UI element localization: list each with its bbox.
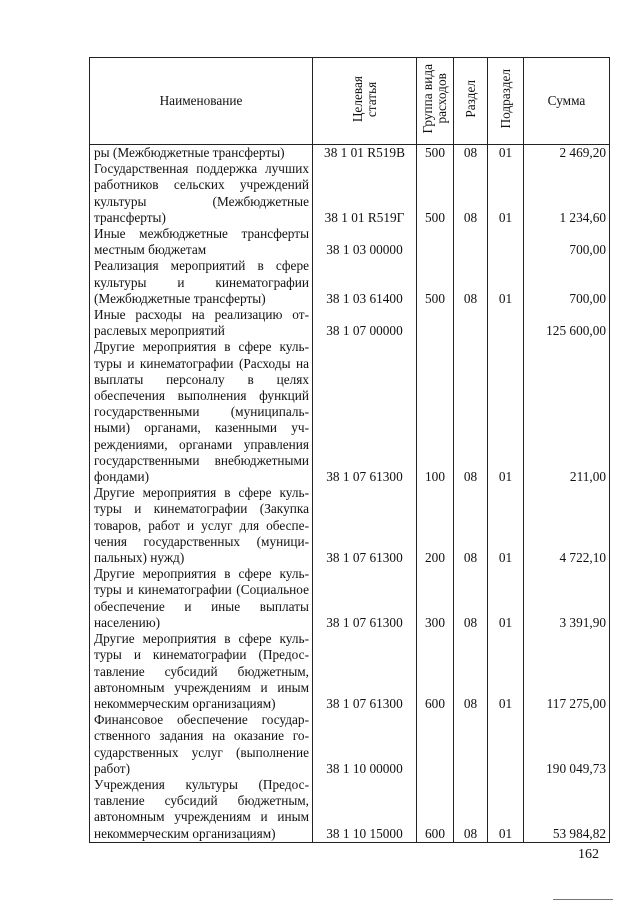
table-row [90, 631, 610, 712]
row-subsection: 01 [488, 631, 524, 712]
row-group: 600 [417, 777, 454, 842]
row-section: 08 [454, 777, 488, 842]
row-article: 38 1 10 00000 [313, 712, 417, 777]
budget-table [89, 57, 610, 843]
row-article: 38 1 07 61300 [313, 566, 417, 631]
header-subsection: Подраздел [488, 58, 524, 145]
table-row [90, 161, 610, 226]
footer-divider [553, 899, 613, 900]
table-row [90, 258, 610, 307]
row-amount: 53 984,82 [524, 777, 610, 842]
row-article: 38 1 07 00000 [313, 307, 417, 339]
row-amount: 211,00 [524, 339, 610, 485]
header-group: Группа вида расходов [417, 58, 454, 145]
header-name: Наименование [90, 58, 313, 145]
table-row [90, 566, 610, 631]
row-name: Другие мероприятия в сфере культуры и кинематографии (Закупка товаров, работ и услуг для обеспечения государственных (муниципальных) нужд) [90, 485, 313, 566]
row-article: 38 1 07 61300 [313, 339, 417, 485]
row-subsection [488, 712, 524, 777]
row-section: 08 [454, 566, 488, 631]
table-row [90, 712, 610, 777]
table-row [90, 485, 610, 566]
row-subsection: 01 [488, 777, 524, 842]
row-section [454, 712, 488, 777]
row-amount: 117 275,00 [524, 631, 610, 712]
row-subsection [488, 226, 524, 258]
row-name: Иные межбюджетные трансферты местным бюджетам [90, 226, 313, 258]
table-row [90, 145, 610, 162]
page-number: 162 [578, 847, 599, 862]
table-row [90, 339, 610, 485]
row-group [417, 226, 454, 258]
row-group: 300 [417, 566, 454, 631]
row-section: 08 [454, 485, 488, 566]
row-name: Другие мероприятия в сфере культуры и кинематографии (Социальное обеспечение и иные выплаты населению) [90, 566, 313, 631]
row-group [417, 712, 454, 777]
row-article: 38 1 07 61300 [313, 485, 417, 566]
row-group: 500 [417, 258, 454, 307]
table-header [90, 58, 610, 145]
row-article: 38 1 03 61400 [313, 258, 417, 307]
row-group: 200 [417, 485, 454, 566]
row-subsection: 01 [488, 485, 524, 566]
table-row [90, 226, 610, 258]
row-amount: 1 234,60 [524, 161, 610, 226]
row-section: 08 [454, 631, 488, 712]
row-amount: 700,00 [524, 258, 610, 307]
row-name: Другие мероприятия в сфере культуры и кинематографии (Расходы на выплаты персоналу в целях обеспечения выполнения функций государственными (муниципальными) органами, казенными учреждениями, органами управления государственными внебюджетными фондами) [90, 339, 313, 485]
row-section [454, 226, 488, 258]
table-body [90, 145, 610, 843]
row-group: 100 [417, 339, 454, 485]
row-amount: 3 391,90 [524, 566, 610, 631]
row-article: 38 1 01 R519Г [313, 161, 417, 226]
row-name: ры (Межбюджетные трансферты) [90, 145, 313, 162]
row-article: 38 1 03 00000 [313, 226, 417, 258]
row-subsection: 01 [488, 258, 524, 307]
row-section: 08 [454, 339, 488, 485]
row-group: 600 [417, 631, 454, 712]
row-amount: 4 722,10 [524, 485, 610, 566]
row-section: 08 [454, 258, 488, 307]
row-section: 08 [454, 161, 488, 226]
row-name: Учреждения культуры (Предоставление субсидий бюджетным, автономным учреждениям и иным некоммерческим организациям) [90, 777, 313, 842]
header-amount: Сумма [524, 58, 610, 145]
row-amount: 2 469,20 [524, 145, 610, 162]
row-group: 500 [417, 161, 454, 226]
table-row [90, 777, 610, 842]
row-section: 08 [454, 145, 488, 162]
row-amount: 125 600,00 [524, 307, 610, 339]
row-subsection: 01 [488, 161, 524, 226]
header-section: Раздел [454, 58, 488, 145]
row-group [417, 307, 454, 339]
row-article: 38 1 10 15000 [313, 777, 417, 842]
row-article: 38 1 07 61300 [313, 631, 417, 712]
row-name: Финансовое обеспечение государственного задания на оказание государственных услуг (выполнение работ) [90, 712, 313, 777]
row-name: Другие мероприятия в сфере культуры и кинематографии (Предоставление субсидий бюджетным, автономным учреждениям и иным некоммерческим организациям) [90, 631, 313, 712]
row-subsection: 01 [488, 339, 524, 485]
row-group: 500 [417, 145, 454, 162]
table-row [90, 307, 610, 339]
row-name: Государственная поддержка лучших работников сельских учреждений культуры (Межбюджетные трансферты) [90, 161, 313, 226]
row-amount: 700,00 [524, 226, 610, 258]
row-name: Иные расходы на реализацию отраслевых мероприятий [90, 307, 313, 339]
row-subsection [488, 307, 524, 339]
header-article: Целевая статья [313, 58, 417, 145]
row-name: Реализация мероприятий в сфере культуры и кинематографии (Межбюджетные трансферты) [90, 258, 313, 307]
row-article: 38 1 01 R519В [313, 145, 417, 162]
row-amount: 190 049,73 [524, 712, 610, 777]
row-subsection: 01 [488, 566, 524, 631]
row-subsection: 01 [488, 145, 524, 162]
row-section [454, 307, 488, 339]
